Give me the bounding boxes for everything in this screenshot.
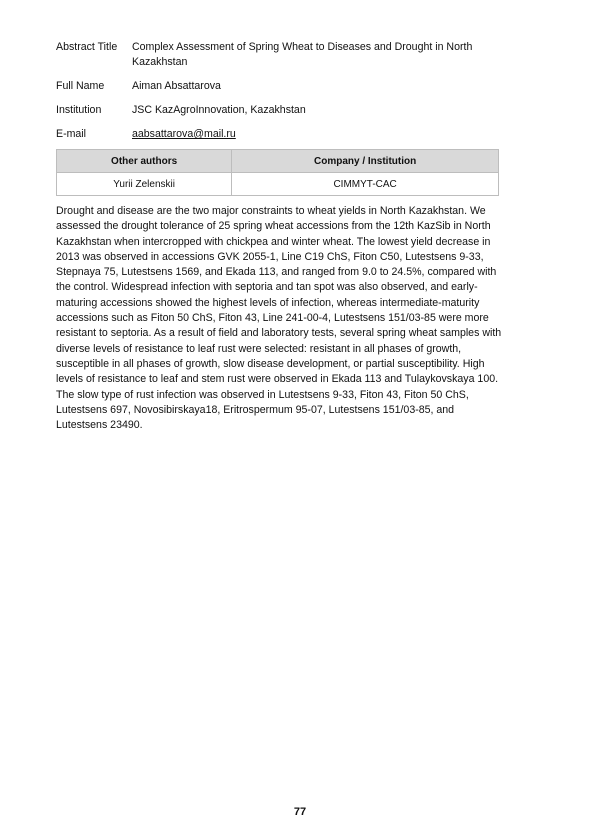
abstract-title-value: Complex Assessment of Spring Wheat to Diseases and Drought in North Kazakhstan — [132, 41, 473, 68]
other-authors-table — [56, 149, 499, 196]
author-company-cell: CIMMYT-CAC — [232, 173, 499, 196]
page-number: 77 — [293, 806, 307, 818]
table-header-row — [57, 150, 499, 173]
abstract-title-label: Abstract Title — [56, 41, 118, 53]
institution-label: Institution — [56, 104, 102, 116]
table-row — [57, 173, 499, 196]
author-name-cell: Yurii Zelenskii — [57, 173, 232, 196]
company-institution-header: Company / Institution — [232, 150, 499, 173]
email-label: E-mail — [56, 128, 87, 140]
other-authors-header: Other authors — [57, 150, 232, 173]
abstract-body: Drought and disease are the two major constraints to wheat yields in North Kazakhstan. We assessed the drought tolerance of 25 spring wheat accessions from the 12th KazSib in North Kazakhstan when intercropped with chickpea and winter wheat. The lowest yield decrease in 2013 was observed in accessions GVK 2055-1, Line C19 ChS, Fiton C50, Lutestsens 9-33, Stepnaya 75, Lutestsens 1569, and Ekada 113, and ranged from 9.0 to 24.5%, compared with the control. Widespread infection with septoria and tan spot was also observed, and early-maturing accessions showed the highest levels of infection, whereas intermediate-maturity accessions such as Fiton 50 ChS, Fiton 43, Line 241-00-4, Lutestsens 151/03-85 were more resistant to septoria. As a result of field and laboratory tests, several spring wheat samples with diverse levels of resistance to leaf rust were selected: resistant in all phases of growth, susceptible in all phases of growth, slow disease development, or partial susceptibility. High levels of resistance to leaf and stem rust were observed in Ekada 113 and Tulaykovskaya 100. The slow type of rust infection was observed in Lutestsens 9-33, Fiton 43, Fiton 50 ChS, Lutestsens 697, Novosibirskaya18, Eritrospermum 95-07, Lutestsens 151/03-85, and Lutestsens 23490. — [56, 205, 502, 432]
email-link[interactable]: aabsattarova@mail.ru — [132, 128, 236, 140]
email-row — [56, 127, 506, 142]
full-name-value: Aiman Absattarova — [132, 80, 221, 92]
abstract-title-row — [56, 40, 506, 70]
institution-row — [56, 103, 506, 118]
full-name-label: Full Name — [56, 80, 105, 92]
document-page — [56, 40, 506, 433]
full-name-row — [56, 79, 506, 94]
institution-value: JSC KazAgroInnovation, Kazakhstan — [132, 104, 306, 116]
